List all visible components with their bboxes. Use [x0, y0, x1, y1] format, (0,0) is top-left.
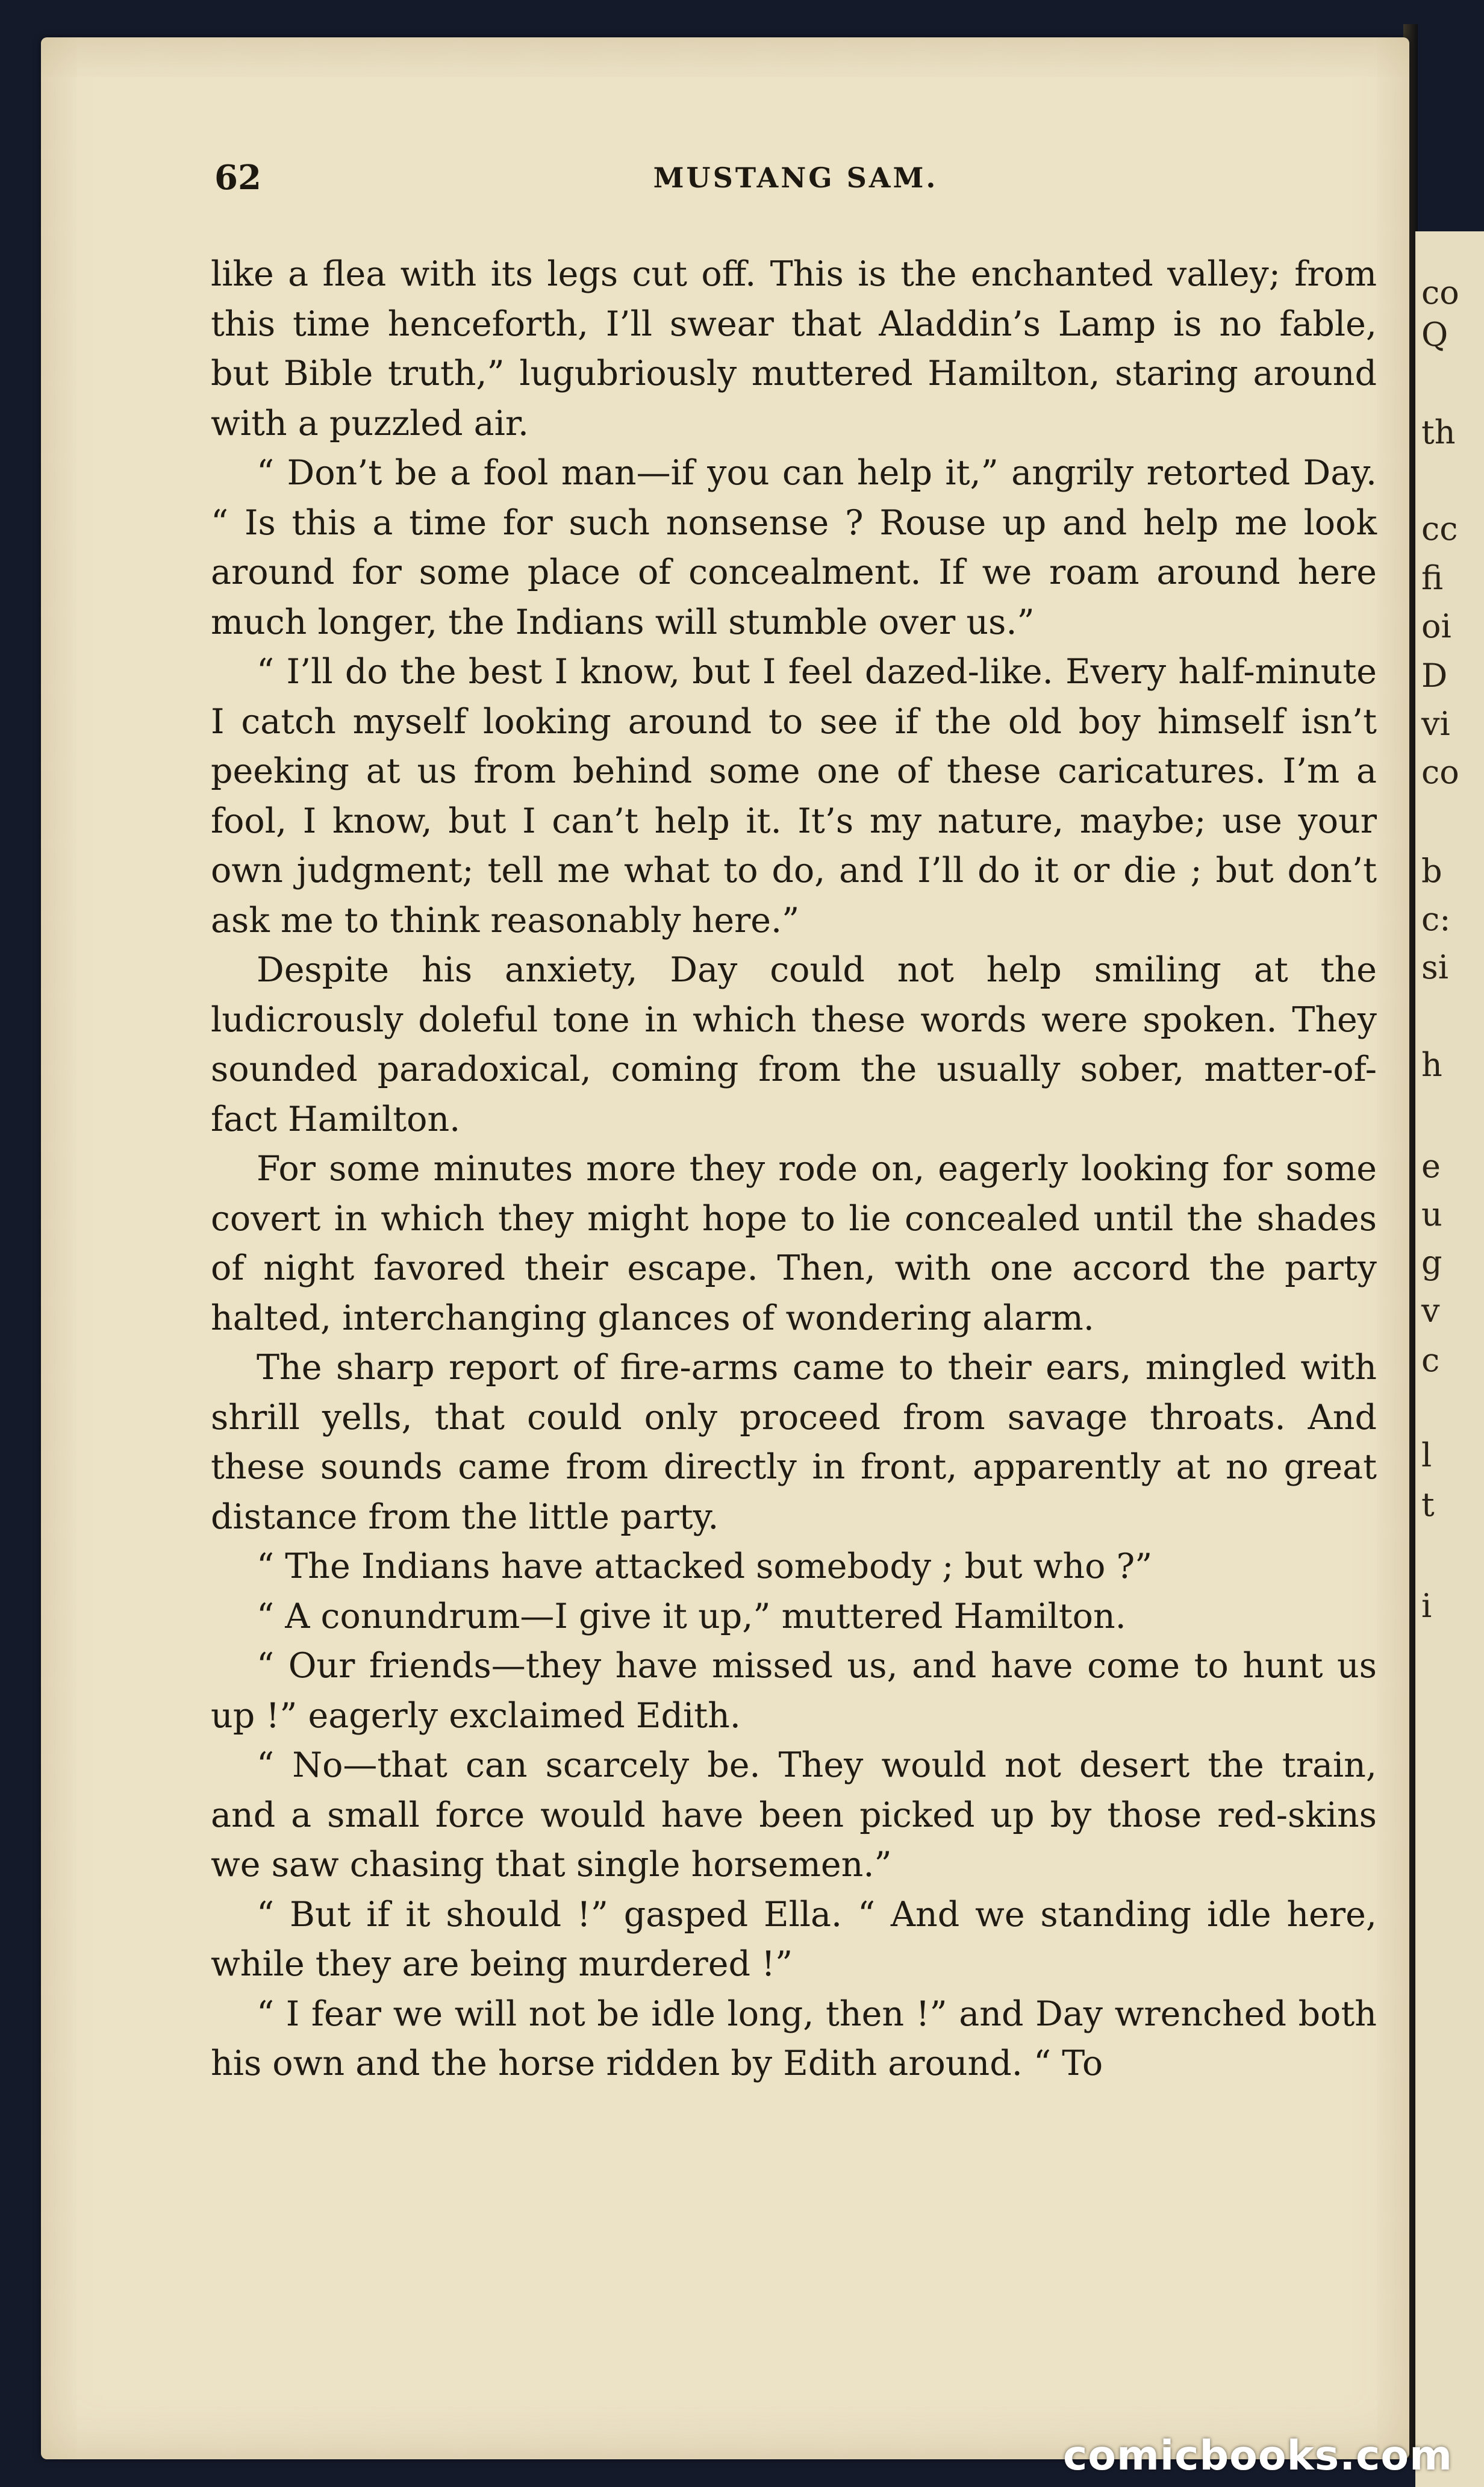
paragraph: “ Don’t be a fool man—if you can help it,” angrily retorted Day. “ Is this a time for such nonsense ? Rouse up and help me look around for some place of concealment. If we roam around here much longer, the Indians will stumble over us.”	[211, 453, 1377, 642]
facing-fragment: th	[1421, 413, 1456, 451]
facing-fragment: b	[1421, 852, 1442, 890]
paragraph: “ I’ll do the best I know, but I feel dazed-like. Every half-minute I catch myself looking around to see if the old boy himself isn’t peeking at us from behind some one of these caricatures. I’m a fool, I know, but I can’t help it. It’s my nature, maybe; use your own judgment; tell me what to do, and I’ll do it or die ; but don’t ask me to think reasonably here.”	[211, 652, 1377, 940]
facing-fragment: h	[1421, 1046, 1442, 1084]
facing-page-edge	[1415, 231, 1484, 2487]
facing-fragment: i	[1421, 1587, 1432, 1625]
page-number: 62	[214, 158, 261, 198]
facing-fragment: si	[1421, 948, 1448, 986]
facing-fragment: fi	[1421, 559, 1444, 597]
paragraph: “ But if it should !” gasped Ella. “ And we standing idle here, while they are being murdered !”	[211, 1894, 1377, 1984]
facing-fragment: g	[1421, 1244, 1442, 1281]
facing-fragment: c:	[1421, 900, 1451, 938]
paragraph: “ No—that can scarcely be. They would not desert the train, and a small force would have been picked up by those red-skins we saw chasing that single horsemen.”	[211, 1745, 1377, 1885]
paragraph: “ A conundrum—I give it up,” muttered Hamilton.	[257, 1596, 1126, 1636]
facing-fragment: e	[1421, 1147, 1441, 1185]
paragraph: Despite his anxiety, Day could not help smiling at the ludicrously doleful tone in which these words were spoken. They sounded paradoxical, coming from the usually sober, matter-of-fact Hamilton.	[211, 950, 1377, 1139]
body-text	[211, 249, 1377, 2089]
paragraph: like a flea with its legs cut off. This is the enchanted valley; from this time henceforth, I’ll swear that Aladdin’s Lamp is no fable, but Bible truth,” lugubriously muttered Hamilton, staring around with a puzzled air.	[211, 254, 1377, 443]
page-header	[214, 158, 1377, 206]
facing-fragment: vi	[1421, 705, 1450, 743]
facing-fragment: co	[1421, 274, 1459, 311]
facing-fragment: D	[1421, 657, 1448, 695]
paragraph: “ The Indians have attacked somebody ; but who ?”	[257, 1547, 1153, 1586]
facing-fragment: c	[1421, 1341, 1440, 1379]
facing-fragment: oi	[1421, 607, 1451, 645]
facing-fragment: t	[1421, 1486, 1435, 1524]
paragraph: The sharp report of fire-arms came to their ears, mingled with shrill yells, that could only proceed from savage throats. And these sounds came from directly in front, apparently at no great distance from the little party.	[211, 1348, 1377, 1537]
facing-fragment: co	[1421, 753, 1459, 791]
facing-fragment: u	[1421, 1195, 1442, 1233]
facing-fragment: Q	[1421, 316, 1448, 354]
facing-fragment: v	[1421, 1292, 1440, 1330]
paragraph: “ Our friends—they have missed us, and have come to hunt us up !” eagerly exclaimed Edith.	[211, 1646, 1377, 1736]
paragraph: For some minutes more they rode on, eagerly looking for some covert in which they might hope to lie concealed until the shades of night favored their escape. Then, with one accord the party halted, interchanging glances of wondering alarm.	[211, 1149, 1377, 1338]
running-head: MUSTANG SAM.	[653, 161, 938, 194]
watermark: comicbooks.com	[1062, 2432, 1453, 2480]
facing-fragment: l	[1421, 1436, 1432, 1474]
facing-fragment: cc	[1421, 510, 1458, 548]
paragraph: “ I fear we will not be idle long, then !” and Day wrenched both his own and the horse ridden by Edith around. “ To	[211, 1994, 1377, 2083]
